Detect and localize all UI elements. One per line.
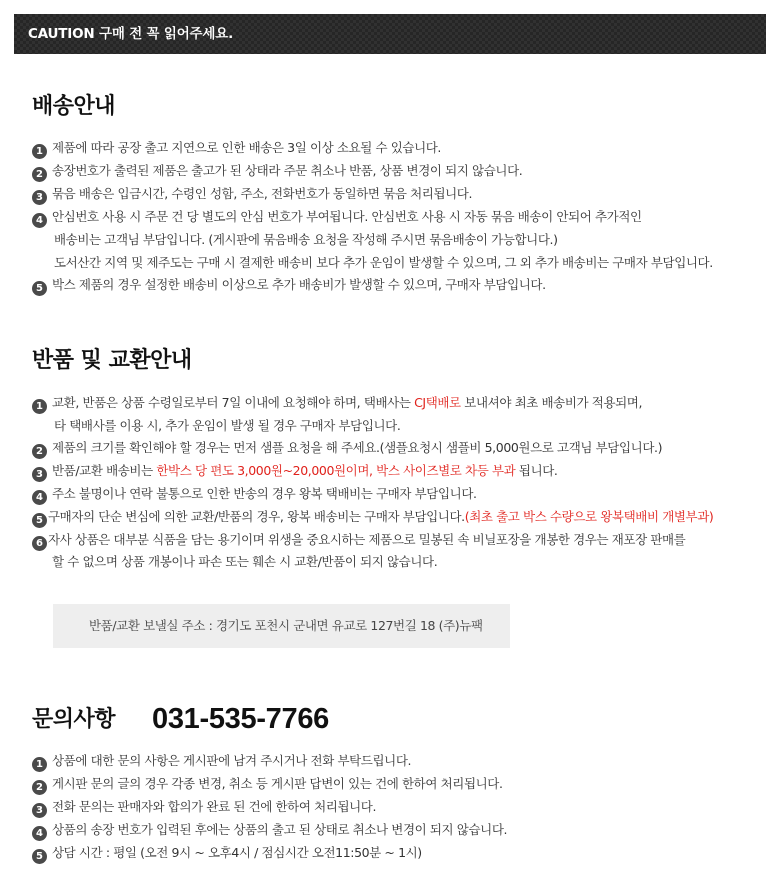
shipping-item-5: 5 박스 제품의 경우 설정한 배송비 이상으로 추가 배송비가 발생할 수 있으며, 구매자 부담입니다. xyxy=(32,275,546,296)
returns-item-3: 3 반품/교환 배송비는 한박스 당 편도 3,000원~20,000원이며, 박스 사이즈별로 차등 부과 됩니다. xyxy=(32,461,558,482)
number-badge: 3 xyxy=(32,190,47,205)
returns-item-4: 4 주소 불명이나 연락 불통으로 인한 반송의 경우 왕복 택배비는 구매자 부담입니다. xyxy=(32,484,477,505)
number-badge: 2 xyxy=(32,444,47,459)
number-badge: 3 xyxy=(32,803,47,818)
inquiry-title: 문의사항 xyxy=(32,707,116,732)
number-badge: 4 xyxy=(32,826,47,841)
return-address: 반품/교환 보낼실 주소 : 경기도 포천시 군내면 유교로 127번길 18 (주)뉴팩 xyxy=(89,618,483,633)
inquiry-item-1: 1 상품에 대한 문의 사항은 게시판에 남겨 주시거나 전화 부탁드립니다. xyxy=(32,751,411,772)
number-badge: 5 xyxy=(32,513,47,528)
shipping-item-2: 2 송장번호가 출력된 제품은 출고가 된 상태라 주문 취소나 반품, 상품 변경이 되지 않습니다. xyxy=(32,161,522,182)
number-badge: 2 xyxy=(32,780,47,795)
number-badge: 6 xyxy=(32,536,47,551)
number-badge: 5 xyxy=(32,281,47,296)
caution-text: CAUTION 구매 전 꼭 읽어주세요. xyxy=(28,26,234,42)
shipping-item-4-cont: 배송비는 고객님 부담입니다. (게시판에 묶음배송 요청을 작성해 주시면 묶음배송이 가능합니다.) xyxy=(54,232,558,247)
returns-item-1-cont: 타 택배사를 이용 시, 추가 운임이 발생 될 경우 구매자 부담입니다. xyxy=(54,418,401,433)
returns-item-5: 5 구매자의 단순 변심에 의한 교환/반품의 경우, 왕복 배송비는 구매자 부담입니다.(최초 출고 박스 수량으로 왕복택배비 개별부과) xyxy=(32,507,713,528)
courier-highlight: CJ택배로 xyxy=(414,395,461,410)
inquiry-item-5: 5 상담 시간 : 평일 (오전 9시 ~ 오후4시 / 점심시간 오전11:50분 ~ 1시) xyxy=(32,843,422,864)
return-address-box xyxy=(53,604,510,648)
number-badge: 1 xyxy=(32,399,47,414)
shipping-title: 배송안내 xyxy=(32,94,116,119)
returns-item-1: 1 교환, 반품은 상품 수령일로부터 7일 이내에 요청해야 하며, 택배사는 CJ택배로 보내셔야 최초 배송비가 적용되며, xyxy=(32,393,642,414)
shipping-item-1: 1 제품에 따라 공장 출고 지연으로 인한 배송은 3일 이상 소요될 수 있습니다. xyxy=(32,138,441,159)
fee-highlight: 한박스 당 편도 3,000원~20,000원이며, 박스 사이즈별로 차등 부과 xyxy=(156,463,516,478)
number-badge: 4 xyxy=(32,213,47,228)
number-badge: 4 xyxy=(32,490,47,505)
number-badge: 3 xyxy=(32,467,47,482)
caution-banner xyxy=(14,14,766,54)
inquiry-item-4: 4 상품의 송장 번호가 입력된 후에는 상품의 출고 된 상태로 취소나 변경이 되지 않습니다. xyxy=(32,820,507,841)
returns-item-6-cont: 할 수 없으며 상품 개봉이나 파손 또는 훼손 시 교환/반품이 되지 않습니다. xyxy=(52,554,438,569)
number-badge: 2 xyxy=(32,167,47,182)
shipping-item-4: 4 안심번호 사용 시 주문 건 당 별도의 안심 번호가 부여됩니다. 안심번호 사용 시 자동 묶음 배송이 안되어 추가적인 xyxy=(32,207,642,228)
returns-item-2: 2 제품의 크기를 확인해야 할 경우는 먼저 샘플 요청을 해 주세요.(샘플요청시 샘플비 5,000원으로 고객님 부담입니다.) xyxy=(32,438,662,459)
number-badge: 5 xyxy=(32,849,47,864)
phone-number: 031-535-7766 xyxy=(152,703,329,735)
inquiry-item-2: 2 게시판 문의 글의 경우 각종 변경, 취소 등 게시판 답변이 있는 건에 한하여 처리됩니다. xyxy=(32,774,503,795)
inquiry-item-3: 3 전화 문의는 판매자와 합의가 완료 된 건에 한하여 처리됩니다. xyxy=(32,797,376,818)
returns-title: 반품 및 교환안내 xyxy=(32,348,192,373)
shipping-item-4-cont2: 도서산간 지역 및 제주도는 구매 시 결제한 배송비 보다 추가 운임이 발생할 수 있으며, 그 외 추가 배송비는 구매자 부담입니다. xyxy=(54,255,713,270)
number-badge: 1 xyxy=(32,144,47,159)
number-badge: 1 xyxy=(32,757,47,772)
shipping-item-3: 3 묶음 배송은 입금시간, 수령인 성함, 주소, 전화번호가 동일하면 묶음 처리됩니다. xyxy=(32,184,472,205)
returns-item-6: 6 자사 상품은 대부분 식품을 담는 용기이며 위생을 중요시하는 제품으로 밀봉된 속 비닐포장을 개봉한 경우는 재포장 판매를 xyxy=(32,530,685,551)
round-trip-highlight: (최초 출고 박스 수량으로 왕복택배비 개별부과) xyxy=(464,509,714,524)
